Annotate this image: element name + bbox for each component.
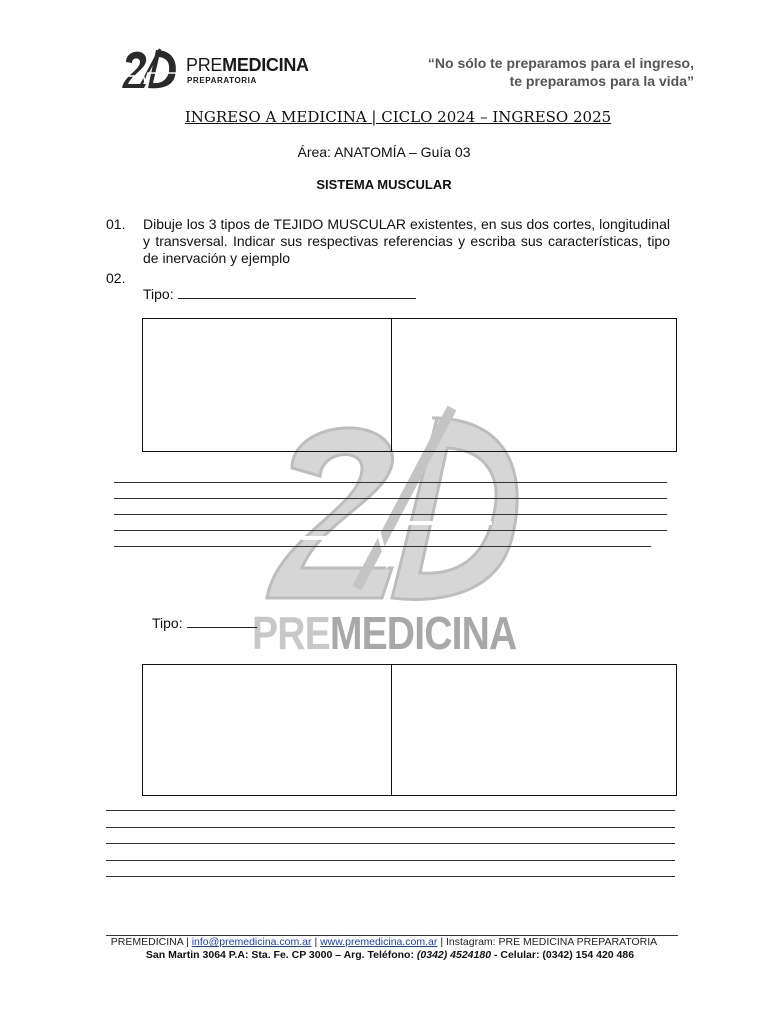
instagram-text: Instagram: PRE MEDICINA PREPARATORIA (445, 936, 658, 948)
answer-line[interactable] (114, 530, 667, 531)
tipo-field-2 (152, 615, 257, 631)
answer-line[interactable] (106, 843, 675, 844)
tipo-field-1 (143, 286, 416, 302)
question-number: 01. (106, 216, 126, 232)
drawing-box[interactable] (142, 318, 677, 452)
question-number: 02. (106, 270, 126, 286)
footer-contact: PREMEDICINA | info@premedicina.com.ar | www.premedicina.com.ar | Instagram: PRE MEDICINA PREPARATORIA (110, 936, 658, 948)
answer-line[interactable] (114, 514, 667, 515)
slogan: “No sólo te preparamos para el ingreso, te preparamos para la vida” (427, 55, 694, 89)
answer-line[interactable] (106, 827, 675, 828)
area-label: Área: ANATOMÍA – Guía 03 (297, 144, 471, 160)
box-divider (391, 665, 392, 795)
box-divider (391, 319, 392, 451)
course-title: INGRESO A MEDICINA | CICLO 2024 – INGRESO 2025 (184, 108, 612, 126)
answer-line[interactable] (114, 498, 667, 499)
answer-line[interactable] (106, 876, 675, 877)
answer-line[interactable] (106, 860, 675, 861)
tipo-label: Tipo: (152, 615, 183, 631)
tipo-answer-line[interactable] (187, 615, 257, 628)
website-link[interactable]: www.premedicina.com.ar (320, 936, 438, 948)
tipo-label: Tipo: (143, 286, 174, 302)
tipo-answer-line[interactable] (178, 286, 416, 299)
watermark-text: PREMEDICINA (252, 607, 517, 659)
subject-title: SISTEMA MUSCULAR (316, 177, 452, 192)
email-link[interactable]: info@premedicina.com.ar (191, 936, 312, 948)
drawing-box[interactable] (142, 664, 677, 796)
answer-line[interactable] (114, 482, 667, 483)
answer-line[interactable] (106, 810, 675, 811)
footer-address: San Martin 3064 P.A: Sta. Fe. CP 3000 – Arg. Teléfono: (0342) 4524180 - Celular: (0342) 154 420 486 (145, 949, 635, 961)
brand-name: PREMEDICINA (186, 55, 309, 75)
answer-line[interactable] (114, 546, 651, 547)
brand-subtitle: PREPARATORIA (187, 76, 257, 85)
question-text: Dibuje los 3 tipos de TEJIDO MUSCULAR existentes, en sus dos cortes, longitudinal y transversal. Indicar sus respectivas referencias y escriba sus características, tipo de inervación y ejemplo (143, 216, 670, 266)
logo-mark-icon (120, 46, 180, 90)
